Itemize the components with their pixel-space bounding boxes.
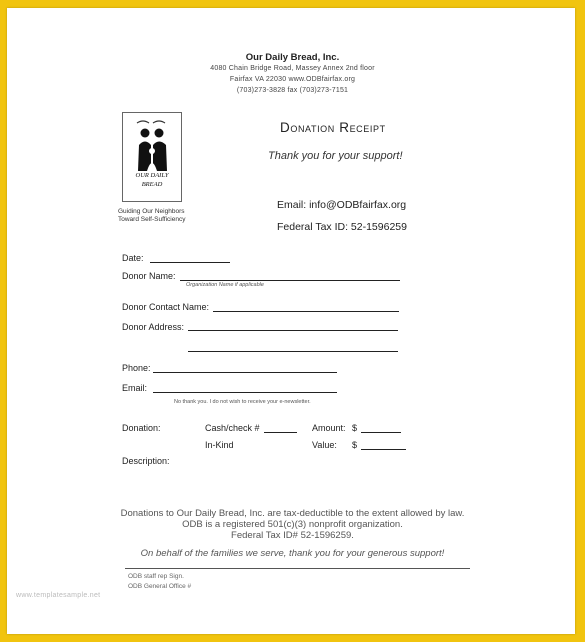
donor-address-field-1[interactable] bbox=[188, 330, 398, 331]
amount-label: Amount: bbox=[312, 423, 346, 433]
inkind-label: In-Kind bbox=[205, 440, 234, 450]
footer-501c3: ODB is a registered 501(c)(3) nonprofit organization. bbox=[182, 519, 403, 530]
description-label: Description: bbox=[122, 456, 170, 466]
org-phone: (703)273-3828 fax (703)273-7151 bbox=[236, 87, 349, 94]
email-field[interactable] bbox=[153, 392, 337, 393]
amount-currency: $ bbox=[352, 423, 358, 433]
odb-logo bbox=[122, 112, 182, 202]
org-city-web: Fairfax VA 22030 www.ODBfairfax.org bbox=[229, 76, 356, 83]
signature-line[interactable] bbox=[125, 568, 470, 569]
receipt-title: Donation Receipt bbox=[280, 120, 386, 135]
phone-field[interactable] bbox=[153, 372, 337, 373]
footer-tax-note: Donations to Our Daily Bread, Inc. are tax-deductible to the extent allowed by law. bbox=[120, 508, 465, 519]
receipt-email: Email: info@ODBfairfax.org bbox=[277, 199, 407, 211]
newsletter-optout[interactable]: No thank you. I do not wish to receive your e-newsletter. bbox=[174, 399, 311, 405]
donor-address-field-2[interactable] bbox=[188, 351, 398, 352]
contact-name-label: Donor Contact Name: bbox=[122, 302, 210, 312]
staff-signature-label: ODB staff rep Sign. bbox=[128, 573, 184, 580]
logo-text: OUR DAILY BREAD bbox=[135, 172, 169, 188]
org-address: 4080 Chain Bridge Road, Massey Annex 2nd floor bbox=[210, 65, 375, 72]
donation-label: Donation: bbox=[122, 423, 161, 433]
value-field[interactable] bbox=[361, 449, 406, 450]
amount-field[interactable] bbox=[361, 432, 401, 433]
donor-address-label: Donor Address: bbox=[122, 322, 185, 332]
donor-name-hint: Organization Name if applicable bbox=[186, 282, 264, 288]
contact-name-field[interactable] bbox=[213, 311, 399, 312]
org-name: Our Daily Bread, Inc. bbox=[245, 52, 340, 63]
email-label: Email: bbox=[122, 383, 148, 393]
donor-name-label: Donor Name: bbox=[122, 271, 176, 281]
receipt-tax-id: Federal Tax ID: 52-1596259 bbox=[277, 221, 407, 233]
donor-name-field[interactable] bbox=[180, 280, 400, 281]
footer-closing: On behalf of the families we serve, thank you for your generous support! bbox=[140, 548, 445, 559]
general-office-label: ODB General Office # bbox=[128, 583, 192, 590]
footer-tax-id: Federal Tax ID# 52-1596259. bbox=[231, 530, 354, 541]
receipt-thanks: Thank you for your support! bbox=[268, 150, 403, 162]
cash-check-label: Cash/check # bbox=[205, 423, 260, 433]
value-label: Value: bbox=[312, 440, 337, 450]
cash-check-field[interactable] bbox=[264, 432, 297, 433]
value-currency: $ bbox=[352, 440, 358, 450]
phone-label: Phone: bbox=[122, 363, 151, 373]
date-label: Date: bbox=[122, 253, 144, 263]
logo-tagline: Guiding Our Neighbors Toward Self-Sufficiency bbox=[118, 208, 186, 223]
watermark: www.templatesample.net bbox=[16, 592, 101, 599]
date-field[interactable] bbox=[150, 262, 230, 263]
